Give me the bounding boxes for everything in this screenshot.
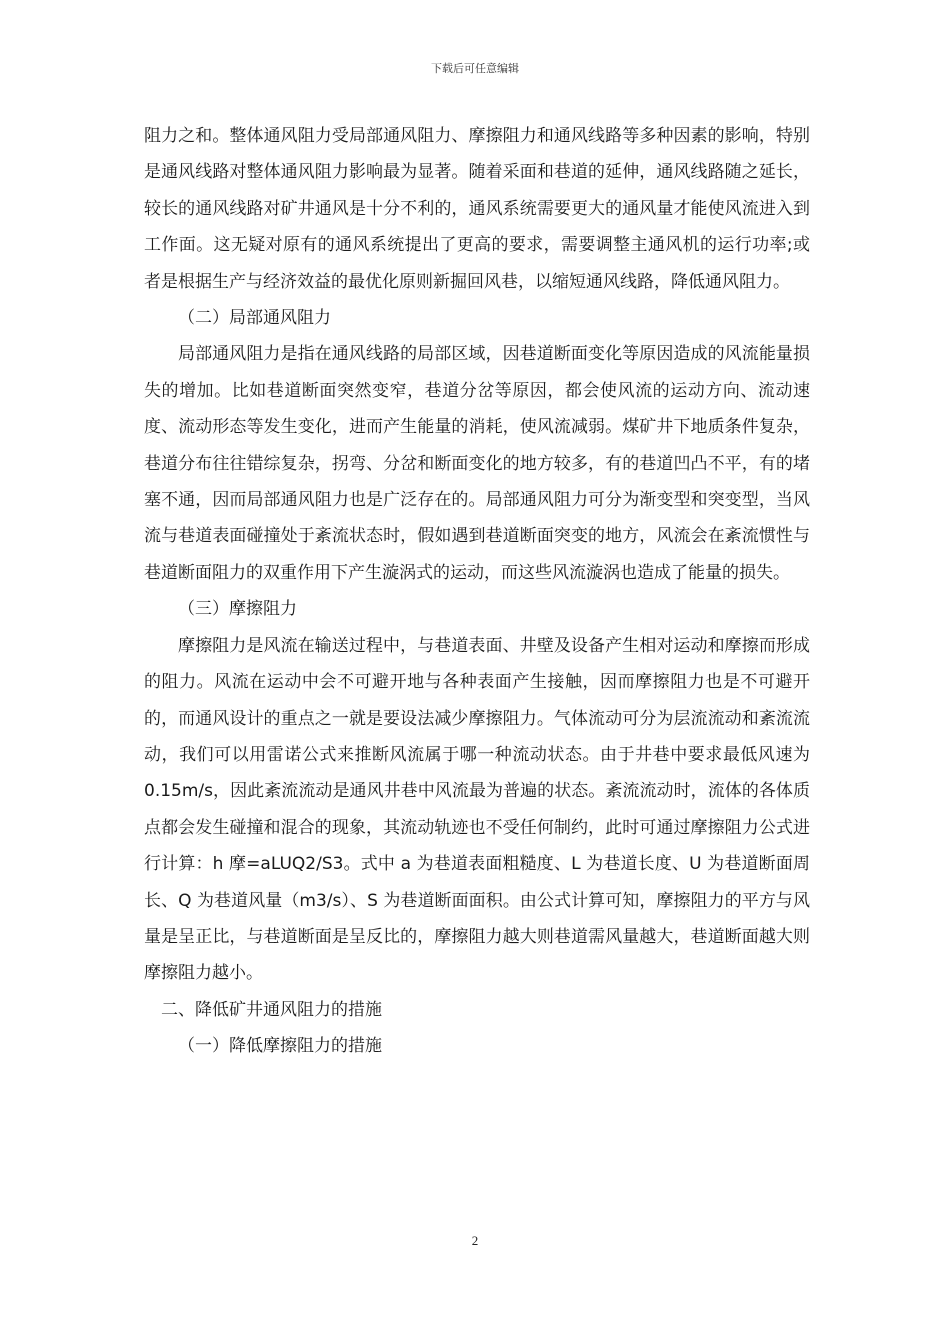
page-header: 下载后可任意编辑 <box>431 62 519 75</box>
paragraph-friction-resistance: 摩擦阻力是风流在输送过程中，与巷道表面、井壁及设备产生相对运动和摩擦而形成的阻力。风流在运动中会不可避开地与各种表面产生接触，因而摩擦阻力也是不可避开的，而通风设计的重点之一就是要设法减少摩擦阻力。气体流动可分为层流流动和紊流流动，我们可以用雷诺公式来推断风流属于哪一种流动状态。由于井巷中要求最低风速为 0.15m/s，因此紊流流动是通风井巷中风流最为普遍的状态。紊流流动时，流体的各体质点都会发生碰撞和混合的现象，其流动轨迹也不受任何制约，此时可通过摩擦阻力公式进行计算：h 摩=aLUQ2/S3。式中 a 为巷道表面粗糙度、L 为巷道长度、U 为巷道断面周长、Q 为巷道风量（m3/s）、S 为巷道断面面积。由公式计算可知，摩擦阻力的平方与风量是呈正比，与巷道断面是呈反比的，摩擦阻力越大则巷道需风量越大，巷道断面越大则摩擦阻力越小。 <box>144 635 810 984</box>
section-heading-friction-resistance: （三）摩擦阻力 <box>178 599 297 620</box>
paragraph-local-resistance: 局部通风阻力是指在通风线路的局部区域，因巷道断面变化等原因造成的风流能量损失的增加。比如巷道断面突然变窄，巷道分岔等原因，都会使风流的运动方向、流动速度、流动形态等发生变化，进而产生能量的消耗，使风流减弱。煤矿井下地质条件复杂，巷道分布往往错综复杂，拐弯、分岔和断面变化的地方较多，有的巷道凹凸不平，有的堵塞不通，因而局部通风阻力也是广泛存在的。局部通风阻力可分为渐变型和突变型，当风流与巷道表面碰撞处于紊流状态时，假如遇到巷道断面突变的地方，风流会在紊流惯性与巷道断面阻力的双重作用下产生漩涡式的运动，而这些风流漩涡也造成了能量的损失。 <box>144 344 810 583</box>
chapter-heading-measures: 二、降低矿井通风阻力的措施 <box>161 999 382 1020</box>
paragraph-continuation: 阻力之和。整体通风阻力受局部通风阻力、摩擦阻力和通风线路等多种因素的影响，特别是通风线路对整体通风阻力影响最为显著。随着采面和巷道的延伸，通风线路随之延长，较长的通风线路对矿井通风是十分不利的，通风系统需要更大的通风量才能使风流进入到工作面。这无疑对原有的通风系统提出了更高的要求，需要调整主通风机的运行功率;或者是根据生产与经济效益的最优化原则新掘回风巷，以缩短通风线路，降低通风阻力。 <box>144 126 810 292</box>
section-heading-reduce-friction: （一）降低摩擦阻力的措施 <box>178 1036 382 1057</box>
section-heading-local-resistance: （二）局部通风阻力 <box>178 308 331 329</box>
page-number: 2 <box>471 1233 479 1248</box>
document-body <box>144 118 810 1065</box>
